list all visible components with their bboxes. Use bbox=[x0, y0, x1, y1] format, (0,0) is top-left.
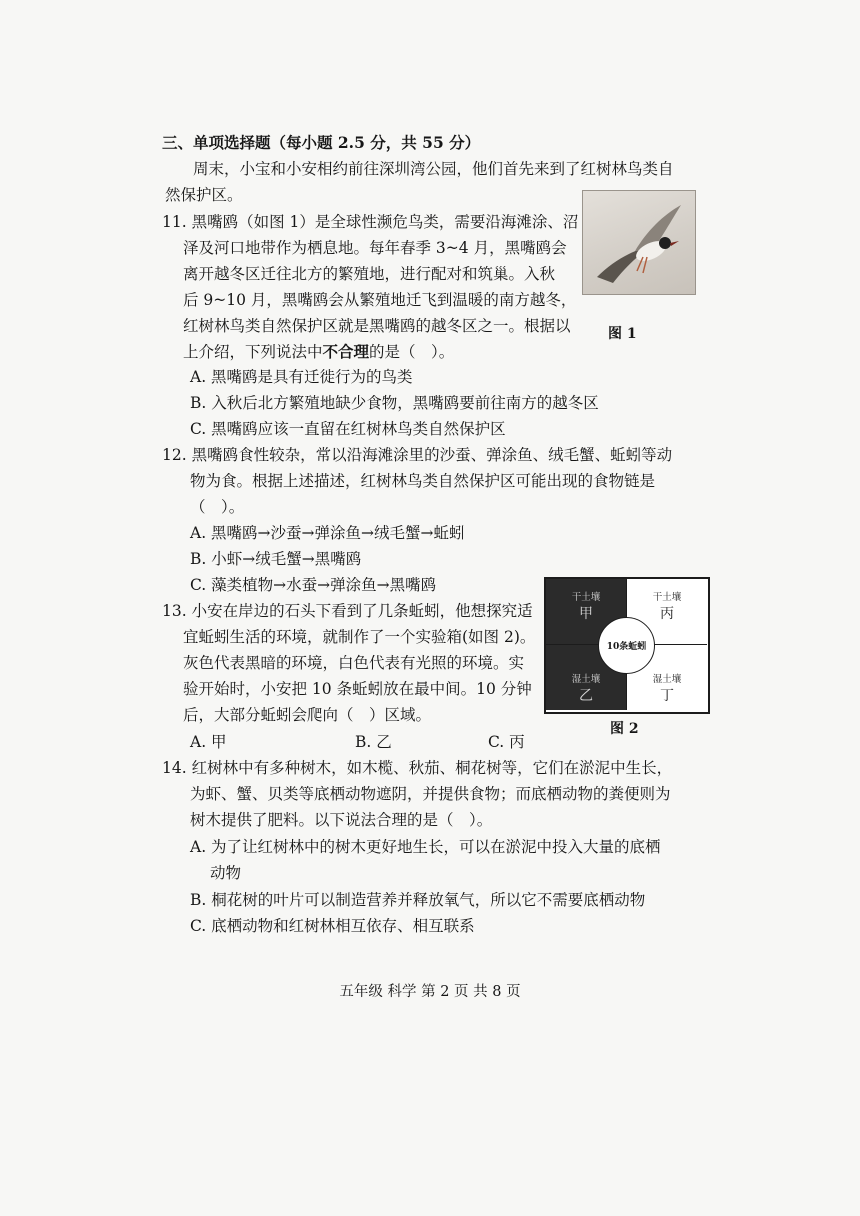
q12-line-3: （ ）。 bbox=[190, 498, 245, 516]
figure-1-bird-photo bbox=[582, 190, 696, 295]
q14-option-b: B. 桐花树的叶片可以制造营养并释放氧气，所以它不需要底栖动物 bbox=[190, 891, 646, 909]
q14-option-a: A. 为了让红树林中的树木更好地生长，可以在淤泥中投入大量的底栖 bbox=[190, 838, 661, 856]
q13-line-2: 宜蚯蚓生活的环境，就制作了一个实验箱(如图 2)。 bbox=[183, 628, 536, 646]
q11-option-c: C. 黑嘴鸥应该一直留在红树林鸟类自然保护区 bbox=[190, 420, 506, 438]
q13-option-a: A. 甲 bbox=[190, 733, 227, 751]
region-jia-mark: 甲 bbox=[579, 606, 593, 622]
q13-line-1: 13. 小安在岸边的石头下看到了几条蚯蚓，他想探究适 bbox=[162, 602, 533, 620]
q14-option-a-cont: 动物 bbox=[210, 864, 242, 882]
region-ding-mark: 丁 bbox=[660, 688, 674, 704]
section-title: 三、单项选择题（每小题 2.5 分，共 55 分） bbox=[162, 133, 481, 152]
q12-option-a: A. 黑嘴鸥→沙蚕→弹涂鱼→绒毛蟹→蚯蚓 bbox=[190, 524, 465, 542]
intro-line-1: 周末，小宝和小安相约前往深圳湾公园，他们首先来到了红树林鸟类自 bbox=[193, 160, 674, 178]
region-jia-label: 干土壤 bbox=[571, 592, 601, 603]
region-bing-mark: 丙 bbox=[660, 606, 674, 622]
q11-option-a: A. 黑嘴鸥是具有迁徙行为的鸟类 bbox=[190, 368, 413, 386]
q11-line-2: 泽及河口地带作为栖息地。每年春季 3~4 月，黑嘴鸥会 bbox=[183, 239, 567, 257]
center-worms-label: 10条蚯蚓 bbox=[598, 617, 655, 674]
q13-line-5: 后，大部分蚯蚓会爬向（ ）区域。 bbox=[183, 706, 432, 724]
q11-line-5: 红树林鸟类自然保护区就是黑嘴鸥的越冬区之一。根据以 bbox=[183, 317, 571, 335]
q14-line-2: 为虾、蟹、贝类等底栖动物遮阴，并提供食物；而底栖动物的粪便则为 bbox=[190, 785, 671, 803]
q14-line-1: 14. 红树林中有多种树木，如木榄、秋茄、桐花树等，它们在淤泥中生长， bbox=[162, 759, 673, 777]
q11-line-6-post: 的是（ ）。 bbox=[369, 343, 455, 361]
q11-emphasis: 不合理 bbox=[322, 342, 370, 361]
q12-option-b: B. 小虾→绒毛蟹→黑嘴鸥 bbox=[190, 550, 362, 568]
page-footer: 五年级 科学 第 2 页 共 8 页 bbox=[339, 984, 521, 1000]
q11-line-4: 后 9~10 月，黑嘴鸥会从繁殖地迁飞到温暖的南方越冬， bbox=[183, 291, 577, 309]
region-ding-label: 湿土壤 bbox=[652, 674, 682, 685]
q14-option-c: C. 底栖动物和红树林相互依存、相互联系 bbox=[190, 917, 475, 935]
q12-line-1: 12. 黑嘴鸥食性较杂，常以沿海滩涂里的沙蚕、弹涂鱼、绒毛蟹、蚯蚓等动 bbox=[162, 446, 673, 464]
region-yi-mark: 乙 bbox=[579, 688, 593, 704]
bird-illustration bbox=[583, 191, 695, 294]
figure-2-caption: 图 2 bbox=[610, 721, 639, 737]
figure-2-experiment-box bbox=[544, 577, 710, 714]
figure-1-caption: 图 1 bbox=[608, 326, 637, 342]
q11-line-6-pre: 上介绍，下列说法中 bbox=[183, 343, 323, 361]
q11-option-b: B. 入秋后北方繁殖地缺少食物，黑嘴鸥要前往南方的越冬区 bbox=[190, 394, 599, 412]
q11-line-6 bbox=[183, 341, 454, 363]
q14-line-3: 树木提供了肥料。以下说法合理的是（ ）。 bbox=[190, 811, 493, 829]
q12-line-2: 物为食。根据上述描述，红树林鸟类自然保护区可能出现的食物链是 bbox=[190, 472, 656, 490]
q11-line-3: 离开越冬区迁往北方的繁殖地，进行配对和筑巢。入秋 bbox=[183, 265, 556, 283]
region-bing-label: 干土壤 bbox=[652, 592, 682, 603]
q13-option-b: B. 乙 bbox=[355, 733, 392, 751]
q13-option-c: C. 丙 bbox=[488, 733, 525, 751]
intro-line-2: 然保护区。 bbox=[165, 186, 243, 204]
q13-line-4: 验开始时，小安把 10 条蚯蚓放在最中间。10 分钟 bbox=[183, 680, 532, 698]
region-yi-label: 湿土壤 bbox=[571, 674, 601, 685]
q13-line-3: 灰色代表黑暗的环境，白色代表有光照的环境。实 bbox=[183, 654, 525, 672]
q12-option-c: C. 藻类植物→水蚕→弹涂鱼→黑嘴鸥 bbox=[190, 576, 437, 594]
q11-line-1: 11. 黑嘴鸥（如图 1）是全球性濒危鸟类，需要沿海滩涂、沼 bbox=[162, 213, 579, 231]
